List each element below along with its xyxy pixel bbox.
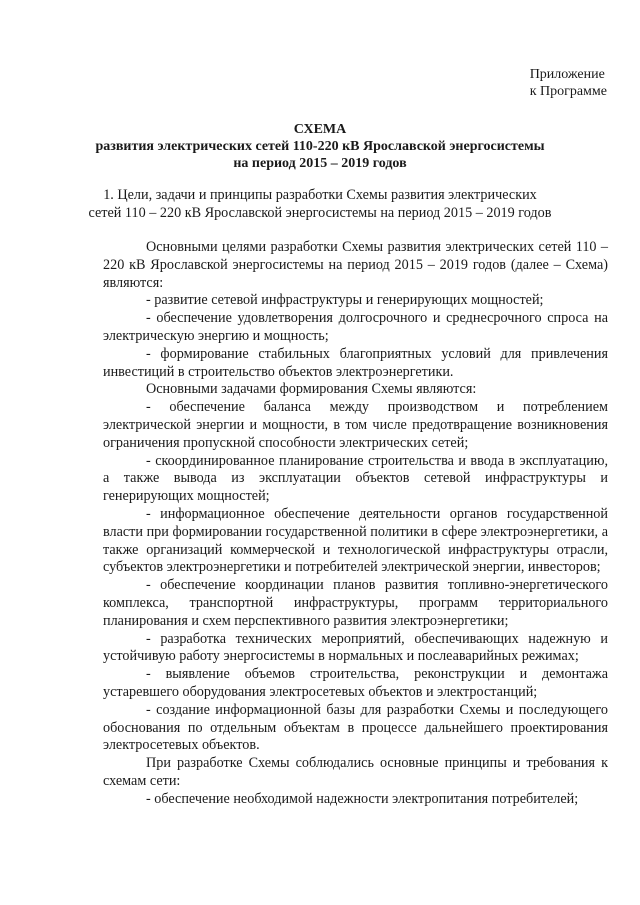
list-item: - развитие сетевой инфраструктуры и генерирующих мощностей; xyxy=(146,292,544,309)
list-item: - создание информационной базы для разработки Схемы и последующего обоснования по отдельным объектам в процессе дальнейшего проектирования электросетевых объектов. xyxy=(103,701,608,754)
document-subtitle-line-1: развития электрических сетей 110-220 кВ Ярославской энергосистемы xyxy=(95,139,545,154)
list-item: - обеспечение удовлетворения долгосрочного и среднесрочного спроса на электрическую энергию и мощность; xyxy=(103,310,608,344)
appendix-note xyxy=(530,66,607,100)
section-heading-line-1: 1. Цели, задачи и принципы разработки Схемы развития электрических xyxy=(103,187,537,203)
document-body xyxy=(103,239,608,809)
section-heading-line-2: сетей 110 – 220 кВ Ярославской энергосистемы на период 2015 – 2019 годов xyxy=(88,205,552,221)
list-item: - обеспечение координации планов развития топливно-энергетического комплекса, транспортной инфраструктуры, программ территориального планирования и схем перспективного развития электроэнергетики; xyxy=(103,577,608,629)
document-subtitle-line-2: на период 2015 – 2019 годов xyxy=(233,156,407,171)
list-item: - обеспечение баланса между производством и потреблением электрической энергии и мощности, в том числе предотвращение возникновения ограничения пропускной способности электрических сетей; xyxy=(103,399,608,451)
appendix-line-2: к Программе xyxy=(529,84,607,99)
list-item: - разработка технических мероприятий, обеспечивающих надежную и устойчивую работу энергосистемы в нормальных и послеаварийных режимах; xyxy=(103,630,608,665)
list-item: - формирование стабильных благоприятных условий для привлечения инвестиций в строительство объектов электроэнергетики. xyxy=(103,345,608,380)
list-item: - обеспечение необходимой надежности электропитания потребителей; xyxy=(146,790,579,807)
paragraph: При разработке Схемы соблюдались основные принципы и требования к схемам сети: xyxy=(103,755,608,789)
list-item: - скоординированное планирование строительства и ввода в эксплуатацию, а также вывода из эксплуатации объектов сетевой инфраструктуры и генерирующих мощностей; xyxy=(103,452,608,505)
paragraph: Основными целями разработки Схемы развития электрических сетей 110 – 220 кВ Ярославской энергосистемы на период 2015 – 2019 годов (далее – Схема) являются: xyxy=(103,239,608,291)
list-item: - информационное обеспечение деятельности органов государственной власти при формировании государственной политики в сфере электроэнергетики, а также организаций коммерческой и технологической инфраструктуры отрасли, субъектов электроэнергетики и потребителей электрической энергии, инвесторов; xyxy=(103,505,608,576)
list-item: - выявление объемов строительства, реконструкции и демонтажа устаревшего оборудования электросетевых объектов и электростанций; xyxy=(103,666,608,700)
document-title: СХЕМА xyxy=(293,122,347,137)
appendix-line-1: Приложение xyxy=(529,67,605,82)
paragraph: Основными задачами формирования Схемы являются: xyxy=(146,381,477,398)
